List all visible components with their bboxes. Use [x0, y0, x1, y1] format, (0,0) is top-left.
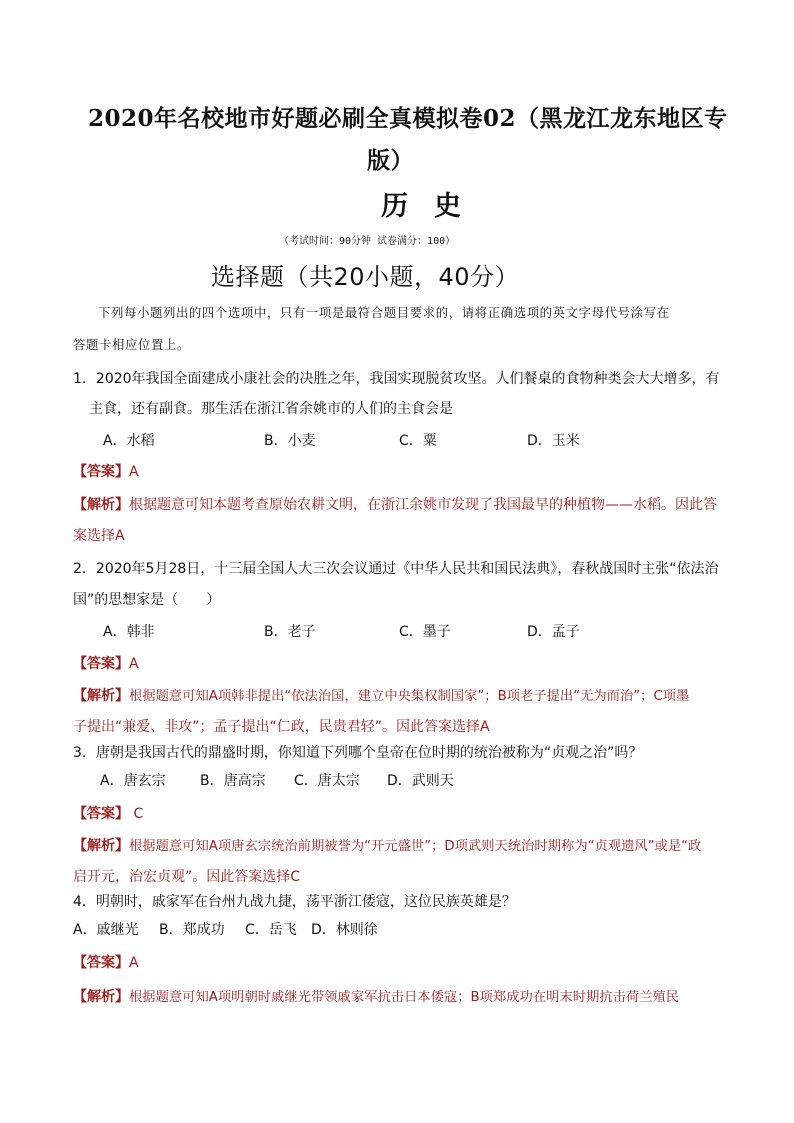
question-2-stem-line2: 国”的思想家是（ ） [73, 592, 221, 608]
question-1-option-d: D．玉米 [527, 433, 580, 449]
question-4-option-b: B．郑成功 [159, 922, 225, 938]
question-2-option-c: C．墨子 [399, 624, 451, 640]
question-2-stem-line1: 2．2020年5月28日，十三届全国人大三次会议通过《中华人民共和国民法典》，春秋战国时主张“依法治 [73, 561, 719, 577]
question-2-option-a: A．韩非 [103, 624, 155, 640]
answer-value: A [129, 464, 139, 480]
question-4-answer [73, 952, 139, 972]
question-4-stem: 4．明朝时，戚家军在台州九战九捷，荡平浙江倭寇，这位民族英雄是？ [73, 894, 516, 910]
instructions-line2: 答题卡相应位置上。 [73, 337, 190, 352]
question-2-option-b: B．老子 [264, 624, 316, 640]
question-1-option-a: A．水稻 [103, 433, 155, 449]
question-3-stem: 3．唐朝是我国古代的鼎盛时期，你知道下列哪个皇帝在位时期的统治被称为“贞观之治”吗？ [73, 745, 643, 761]
section-title: 选择题（共20小题，40分） [211, 263, 520, 291]
subject-title: 历史 [381, 191, 487, 222]
analysis-label: 【解析】 [73, 497, 129, 513]
question-3-option-d: D．武则天 [387, 773, 454, 789]
answer-value: A [129, 955, 139, 971]
question-3-analysis-line1 [73, 835, 701, 855]
question-1-analysis-line1 [73, 494, 717, 514]
question-1-option-b: B．小麦 [264, 433, 316, 449]
analysis-label: 【解析】 [73, 838, 129, 854]
question-3-answer [73, 803, 143, 823]
question-4-option-a: A．戚继光 [73, 922, 139, 938]
question-2-answer [73, 653, 139, 673]
analysis-label: 【解析】 [73, 688, 129, 704]
question-2-analysis-line1 [73, 685, 689, 705]
question-4-option-c: C．岳飞 [245, 922, 297, 938]
question-3-option-c: C．唐太宗 [294, 773, 360, 789]
question-1-stem-line1: 1．2020年我国全面建成小康社会的决胜之年，我国实现脱贫攻坚。人们餐桌的食物种类会大大增多，有 [73, 371, 720, 387]
analysis-text: 根据题意可知A项唐玄宗统治前期被誉为“开元盛世”；D项武则天统治时期称为“贞观遗风”或是“政 [129, 839, 702, 854]
question-4-analysis-line1 [73, 986, 679, 1006]
instructions-line1: 下列每小题列出的四个选项中，只有一项是最符合题目要求的，请将正确选项的英文字母代号涂写在 [98, 305, 670, 320]
question-3-option-b: B．唐高宗 [200, 773, 266, 789]
answer-label: 【答案】 [73, 656, 129, 672]
exam-title-line1: 2020年名校地市好题必刷全真模拟卷02（黑龙江龙东地区专 [88, 105, 728, 132]
answer-label: 【答案】 [73, 464, 129, 480]
analysis-text: 根据题意可知A项韩非提出“依法治国，建立中央集权制国家”；B项老子提出“无为而治”；C项墨 [129, 689, 690, 704]
question-3-option-a: A．唐玄宗 [100, 773, 166, 789]
answer-value: C [129, 806, 144, 822]
question-2-analysis-line2: 子提出“兼爱、非攻”；孟子提出“仁政，民贵君轻”。因此答案选择A [73, 719, 490, 735]
question-3-analysis-line2: 启开元，治宏贞观”。因此答案选择C [73, 869, 301, 885]
answer-value: A [129, 656, 139, 672]
question-1-answer [73, 461, 139, 481]
exam-title-line2: 版） [367, 147, 414, 174]
question-2-option-d: D．孟子 [527, 624, 580, 640]
analysis-label: 【解析】 [73, 989, 129, 1005]
exam-info: （考试时间：90分钟 试卷满分：100） [279, 236, 456, 247]
question-1-option-c: C．粟 [399, 433, 437, 449]
analysis-text: 根据题意可知A项明朝时戚继光带领戚家军抗击日本倭寇；B项郑成功在明末时期抗击荷兰殖民 [129, 990, 680, 1005]
answer-label: 【答案】 [73, 806, 129, 822]
question-1-analysis-line2: 案选择A [73, 528, 125, 544]
answer-label: 【答案】 [73, 955, 129, 971]
question-1-stem-line2: 主食，还有副食。那生活在浙江省余姚市的人们的主食会是 [89, 401, 453, 417]
analysis-text: 根据题意可知本题考查原始农耕文明，在浙江余姚市发现了我国最早的种植物——水稻。因此答 [129, 497, 717, 513]
question-4-option-d: D．林则徐 [311, 922, 378, 938]
